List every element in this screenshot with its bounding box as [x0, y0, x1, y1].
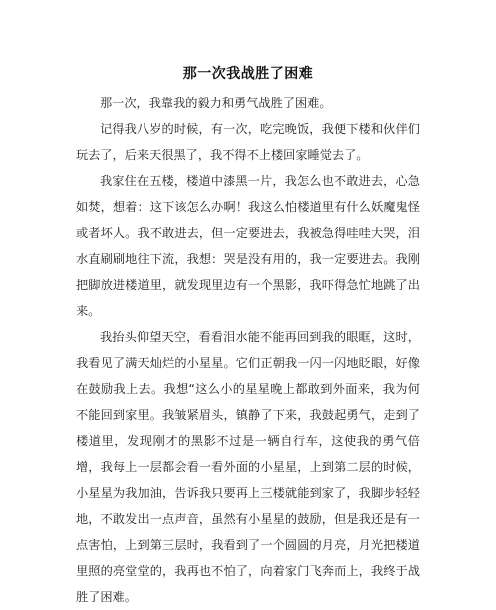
- document-title: 那一次我战胜了困难: [182, 66, 314, 82]
- paragraph-stars-courage: 我抬头仰望天空，看看泪水能不能再回到我的眼眶，这时，我看见了满天灿烂的小星星。它们正朝我一闪一闪地眨眼，好像在鼓励我上去。我想“这么小的星星晚上都敢到外面来，我为何不能回到家里。我皱紧眉头，镇静了下来，我鼓起勇气，走到了楼道里，发现刚才的黑影不过是一辆自行车，这使我的勇气倍增，我每上一层都会看一看外面的小星星，上到第二层的时候，小星星为我加油，告诉我只要再上三楼就能到家了，我脚步轻轻地，不敢发出一点声音，虽然有小星星的鼓励，但是我还是有一点害怕，上到第三层时，我看到了一个圆圆的月亮，月光把楼道里照的亮堂堂的，我再也不怕了，向着家门飞奔而上，我终于战胜了困难。: [76, 330, 420, 604]
- paragraph-dark-stairwell: 我家住在五楼，楼道中漆黑一片，我怎么也不敢进去，心急如焚，想着：这下该怎么办啊！我这么怕楼道里有什么妖魔鬼怪或者坏人。我不敢进去，但一定要进去，我被急得哇哇大哭，泪水直刷刷地往下流，我想：哭是没有用的，我一定要进去。我刚把脚放进楼道里，就发现里边有一个黑影，我吓得急忙地跳了出来。: [76, 174, 420, 318]
- paragraph-memory: 记得我八岁的时候，有一次，吃完晚饭，我便下楼和伙伴们玩去了，后来天很黑了，我不得不上楼回家睡觉去了。: [76, 122, 420, 162]
- paragraph-intro: 那一次，我靠我的毅力和勇气战胜了困难。: [100, 96, 332, 110]
- document-body: [76, 90, 420, 610]
